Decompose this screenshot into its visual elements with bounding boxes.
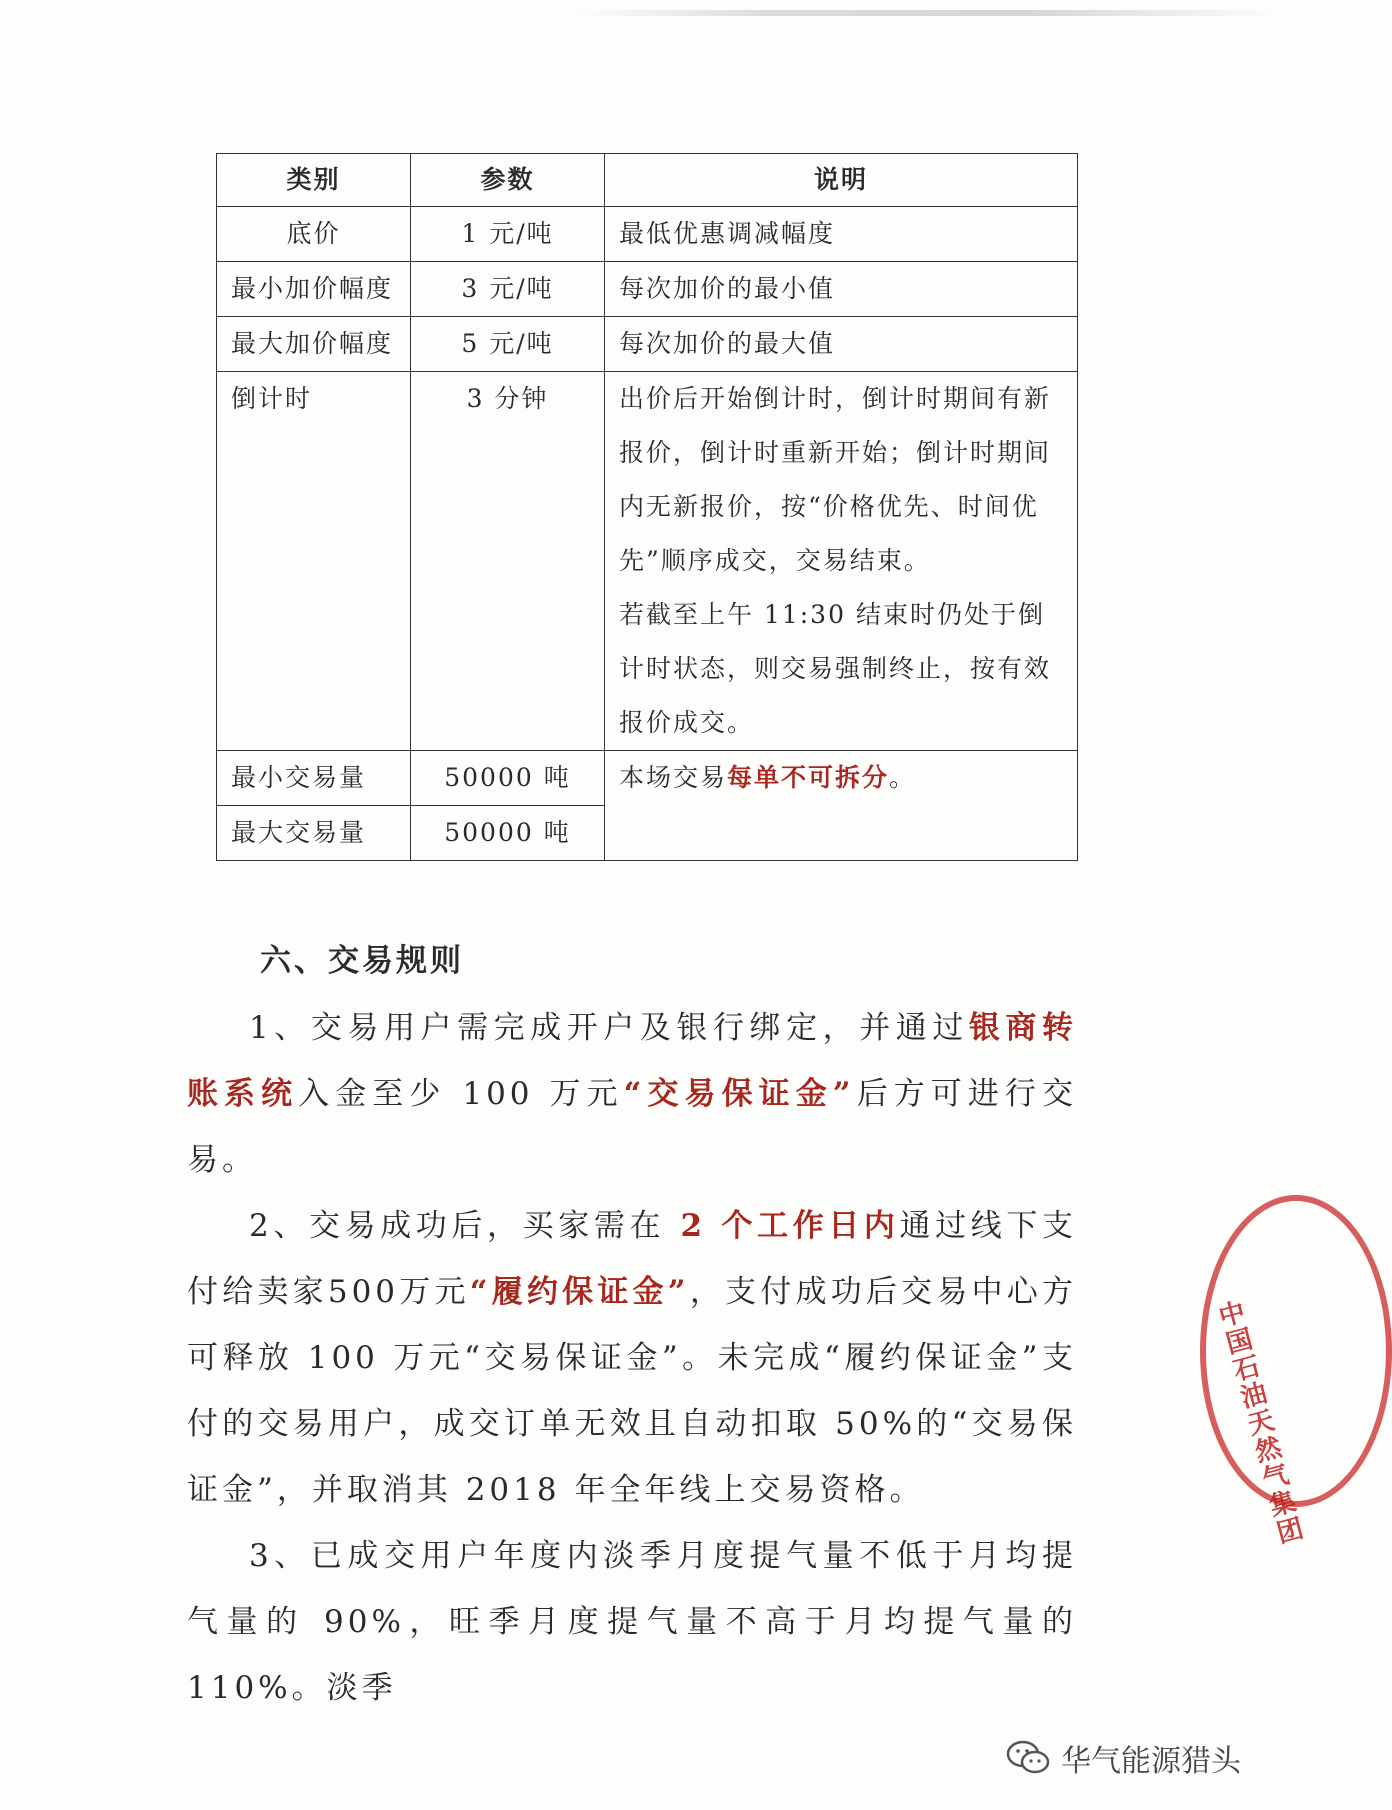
- cell-param: 50000 吨: [411, 806, 605, 861]
- cell-category: 最大加价幅度: [217, 317, 411, 372]
- rule-1-highlight-deposit: “交易保证金”: [623, 1076, 855, 1112]
- cell-param: 5 元/吨: [411, 317, 605, 372]
- table-row: [217, 207, 1078, 262]
- rules-body: [187, 995, 1077, 1721]
- header-param: 参数: [411, 154, 605, 207]
- wechat-icon: [1005, 1738, 1051, 1778]
- rule-1-text-a: 1、交易用户需完成开户及银行绑定，并通过: [249, 1010, 969, 1046]
- rule-2-text-a: 2、交易成功后，买家需在: [249, 1208, 666, 1244]
- section-title: 六、交易规则: [260, 943, 464, 979]
- desc-suffix: 。: [889, 763, 917, 792]
- rule-1: [187, 995, 1077, 1193]
- table-row: [217, 751, 1078, 806]
- table-row: [217, 317, 1078, 372]
- table-header-row: [217, 154, 1078, 207]
- countdown-desc-part2: 若截至上午 11:30 结束时仍处于倒计时状态，则交易强制终止，按有效报价成交。: [619, 600, 1052, 737]
- table-row: [217, 372, 1078, 751]
- rule-2: [187, 1193, 1077, 1523]
- rule-2-text-c: 通过线下支付给卖家500万元: [187, 1208, 1078, 1310]
- desc-highlight: 每单不可拆分: [727, 763, 890, 792]
- header-desc: 说明: [605, 154, 1078, 207]
- rule-1-highlight-system: 银商转账系统: [187, 1010, 1077, 1112]
- cell-desc: 最低优惠调减幅度: [605, 207, 1078, 262]
- rule-2-highlight-days: 2 个工作日内: [665, 1208, 900, 1244]
- cell-category: 倒计时: [217, 372, 411, 751]
- rule-1-text-e: 后方可进行交易。: [187, 1076, 1077, 1178]
- cell-category: 最大交易量: [217, 806, 411, 861]
- cell-category: 底价: [217, 207, 411, 262]
- rule-3: [187, 1523, 1077, 1721]
- rule-3-text-a: 3、已成交用户年度内淡季月度提气量不低于月均提气量的 90%，旺季月度提气量不高于月均提气量的 110%。淡季: [187, 1538, 1077, 1706]
- countdown-desc-part1: 出价后开始倒计时，倒计时期间有新报价，倒计时重新开始；倒计时期间内无新报价，按“价格优先、时间优先”顺序成交，交易结束。: [619, 384, 1052, 575]
- cell-category: 最小加价幅度: [217, 262, 411, 317]
- rule-2-highlight-performance: “履约保证金”: [469, 1274, 690, 1310]
- cell-category: 最小交易量: [217, 751, 411, 806]
- seal-text: 中国石油天然气集团: [1211, 1297, 1306, 1549]
- rule-1-text-c: 入金至少 100 万元: [298, 1076, 624, 1112]
- table-row: [217, 262, 1078, 317]
- scan-edge-line: [0, 10, 1279, 16]
- cell-desc: 每次加价的最小值: [605, 262, 1078, 317]
- rule-2-text-e: ，支付成功后交易中心方可释放 100 万元“交易保证金”。未完成“履约保证金”支付的交易用户，成交订单无效且自动扣取 50%的“交易保证金”，并取消其 2018 年全年线上交易资格。: [187, 1274, 1078, 1508]
- cell-desc: [605, 372, 1078, 751]
- cell-desc: 每次加价的最大值: [605, 317, 1078, 372]
- cell-param: 3 分钟: [411, 372, 605, 751]
- cell-desc: [605, 751, 1078, 861]
- header-category: 类别: [217, 154, 411, 207]
- watermark-text: 华气能源猎头: [1061, 1744, 1241, 1779]
- cell-param: 1 元/吨: [411, 207, 605, 262]
- watermark: [1005, 1736, 1241, 1780]
- parameters-table: [216, 153, 1078, 861]
- cell-param: 50000 吨: [411, 751, 605, 806]
- cell-param: 3 元/吨: [411, 262, 605, 317]
- desc-prefix: 本场交易: [619, 763, 728, 792]
